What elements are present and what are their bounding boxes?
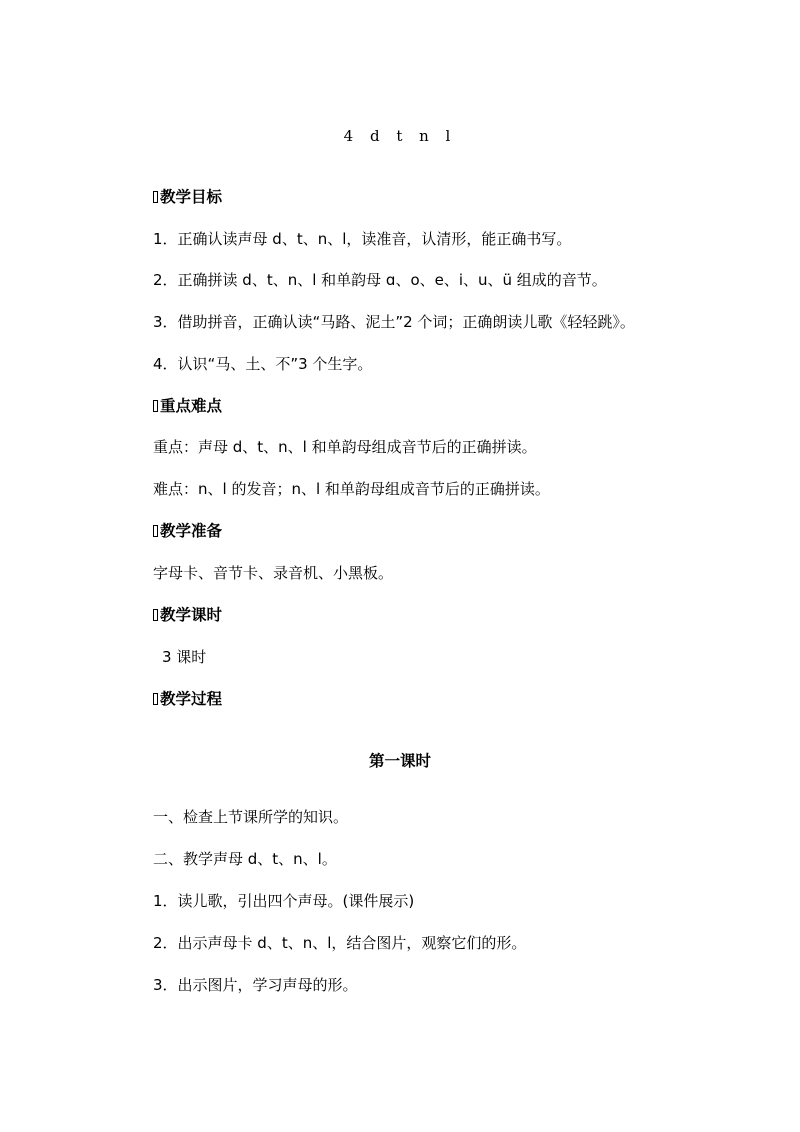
prep-text: 字母卡、音节卡、录音机、小黑板。 (153, 564, 394, 582)
bullet-marker-icon (153, 609, 158, 621)
key-point-text: 重点：声母 d、t、n、l 和单韵母组成音节后的正确拼读。 (153, 438, 537, 456)
process-item: 二、教学声母 d、t、n、l。 (153, 850, 337, 868)
goals-heading-text: 教学目标 (160, 188, 223, 206)
hours-heading-text: 教学课时 (160, 606, 223, 624)
key-heading-text: 重点难点 (160, 397, 223, 415)
key-heading (153, 396, 222, 416)
bullet-marker-icon (153, 400, 158, 412)
process-item: 1．读儿歌，引出四个声母。(课件展示) (153, 892, 415, 910)
process-item: 2．出示声母卡 d、t、n、l，结合图片，观察它们的形。 (153, 934, 527, 952)
process-item: 3．出示图片，学习声母的形。 (153, 976, 358, 994)
bullet-marker-icon (153, 693, 158, 705)
lesson-heading: 第一课时 (368, 752, 431, 770)
goals-heading (153, 187, 222, 207)
prep-heading-text: 教学准备 (160, 522, 223, 540)
process-item: 一、检查上节课所学的知识。 (153, 808, 349, 826)
bullet-marker-icon (153, 525, 158, 537)
goal-item: 2．正确拼读 d、t、n、l 和单韵母 ɑ、o、e、i、u、ü 组成的音节。 (153, 271, 607, 289)
bullet-marker-icon (153, 191, 158, 203)
hours-heading (153, 605, 222, 625)
hours-text: 3 课时 (162, 648, 207, 666)
goal-item: 3．借助拼音，正确认读“马路、泥土”2 个词；正确朗读儿歌《轻轻跳》。 (153, 313, 635, 331)
prep-heading (153, 521, 222, 541)
process-heading-text: 教学过程 (160, 690, 223, 708)
process-heading (153, 689, 222, 709)
difficulty-text: 难点：n、l 的发音；n、l 和单韵母组成音节后的正确拼读。 (153, 480, 550, 498)
goal-item: 1．正确认读声母 d、t、n、l，读准音，认清形，能正确书写。 (153, 230, 572, 248)
goal-item: 4．认识“马、土、不”3 个生字。 (153, 355, 373, 373)
document-title: 4 d t n l (343, 127, 457, 145)
